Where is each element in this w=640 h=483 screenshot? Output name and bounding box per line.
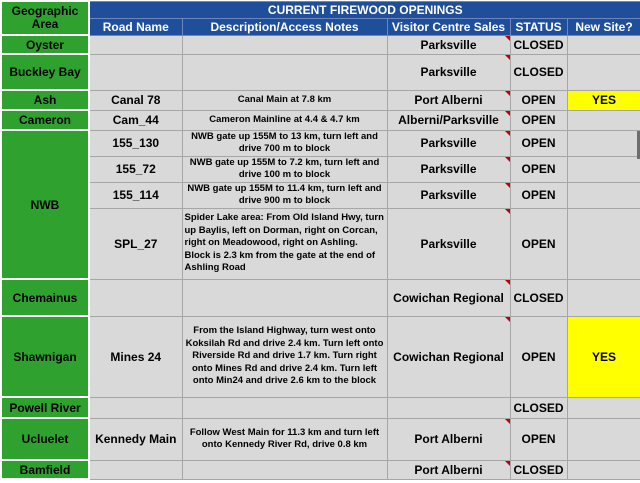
description-cell[interactable]: NWB gate up 155M to 11.4 km, turn left and drive 900 m to block [182, 182, 387, 208]
table-row [1, 316, 640, 397]
area-oyster[interactable]: Oyster [1, 35, 89, 54]
status-cell[interactable]: OPEN [510, 110, 567, 130]
header-status[interactable]: STATUS [510, 18, 567, 35]
status-cell[interactable]: CLOSED [510, 397, 567, 418]
visitor-centre-cell[interactable]: Port Alberni [387, 460, 510, 479]
status-cell[interactable]: OPEN [510, 90, 567, 110]
description-cell[interactable] [182, 35, 387, 54]
visitor-centre-cell[interactable]: Port Alberni [387, 90, 510, 110]
visitor-centre-cell[interactable]: Parksville [387, 54, 510, 90]
area-cameron[interactable]: Cameron [1, 110, 89, 130]
area-buckley-bay[interactable]: Buckley Bay [1, 54, 89, 90]
road-name-cell[interactable]: Mines 24 [89, 316, 182, 397]
visitor-centre-cell[interactable]: Parksville [387, 35, 510, 54]
status-cell[interactable]: OPEN [510, 418, 567, 460]
table-row [1, 54, 640, 90]
new-site-cell[interactable] [567, 54, 640, 90]
status-cell[interactable]: OPEN [510, 208, 567, 279]
description-cell[interactable] [182, 460, 387, 479]
road-name-cell[interactable]: 155_130 [89, 130, 182, 156]
table-row [1, 90, 640, 110]
new-site-cell[interactable] [567, 460, 640, 479]
header-road-name[interactable]: Road Name [89, 18, 182, 35]
new-site-cell[interactable]: YES [567, 90, 640, 110]
road-name-cell[interactable]: SPL_27 [89, 208, 182, 279]
road-name-cell[interactable] [89, 279, 182, 316]
road-name-cell[interactable]: Cam_44 [89, 110, 182, 130]
road-name-cell[interactable]: Canal 78 [89, 90, 182, 110]
road-name-cell[interactable]: Kennedy Main [89, 418, 182, 460]
header-row-2 [1, 18, 640, 35]
banner-title[interactable]: CURRENT FIREWOOD OPENINGS [89, 1, 640, 18]
area-ucluelet[interactable]: Ucluelet [1, 418, 89, 460]
new-site-cell[interactable] [567, 130, 640, 156]
status-cell[interactable]: OPEN [510, 130, 567, 156]
area-bamfield[interactable]: Bamfield [1, 460, 89, 479]
new-site-cell[interactable] [567, 208, 640, 279]
table-row [1, 130, 640, 156]
description-cell[interactable]: NWB gate up 155M to 7.2 km, turn left and drive 100 m to block [182, 156, 387, 182]
status-cell[interactable]: CLOSED [510, 35, 567, 54]
table-row [1, 397, 640, 418]
visitor-centre-cell[interactable]: Parksville [387, 130, 510, 156]
table-row [1, 182, 640, 208]
road-name-cell[interactable] [89, 397, 182, 418]
new-site-cell[interactable] [567, 182, 640, 208]
visitor-centre-cell[interactable]: Parksville [387, 156, 510, 182]
road-name-cell[interactable] [89, 54, 182, 90]
new-site-cell[interactable] [567, 35, 640, 54]
area-shawnigan[interactable]: Shawnigan [1, 316, 89, 397]
description-cell[interactable]: From the Island Highway, turn west onto Koksilah Rd and drive 2.4 km. Turn left onto Riverside Rd and drive 1.7 km. Turn right onto Mines Rd and drive 2.4 km. Turn left onto Min24 and drive 2.6 km to the block [182, 316, 387, 397]
new-site-cell[interactable] [567, 156, 640, 182]
road-name-cell[interactable] [89, 460, 182, 479]
area-ash[interactable]: Ash [1, 90, 89, 110]
header-new-site[interactable]: New Site? [567, 18, 640, 35]
visitor-centre-cell[interactable] [387, 397, 510, 418]
road-name-cell[interactable] [89, 35, 182, 54]
header-visitor-centre[interactable]: Visitor Centre Sales [387, 18, 510, 35]
area-chemainus[interactable]: Chemainus [1, 279, 89, 316]
table-row [1, 418, 640, 460]
visitor-centre-cell[interactable]: Cowichan Regional [387, 279, 510, 316]
table-row [1, 279, 640, 316]
description-cell[interactable]: NWB gate up 155M to 13 km, turn left and drive 700 m to block [182, 130, 387, 156]
description-cell[interactable]: Spider Lake area: From Old Island Hwy, turn up Baylis, left on Dorman, right on Corcan, right on Meadowood, right on Ashling. Block is 2.3 km from the gate at the end of Ashling Road [182, 208, 387, 279]
visitor-centre-cell[interactable]: Parksville [387, 208, 510, 279]
area-nwb[interactable]: NWB [1, 130, 89, 279]
description-cell[interactable]: Cameron Mainline at 4.4 & 4.7 km [182, 110, 387, 130]
description-cell[interactable]: Canal Main at 7.8 km [182, 90, 387, 110]
table-row [1, 208, 640, 279]
header-description[interactable]: Description/Access Notes [182, 18, 387, 35]
new-site-cell[interactable] [567, 279, 640, 316]
status-cell[interactable]: CLOSED [510, 460, 567, 479]
status-cell[interactable]: OPEN [510, 316, 567, 397]
new-site-cell[interactable] [567, 397, 640, 418]
new-site-cell[interactable]: YES [567, 316, 640, 397]
new-site-cell[interactable] [567, 418, 640, 460]
header-geographic-area[interactable]: Geographic Area [1, 1, 89, 35]
new-site-cell[interactable] [567, 110, 640, 130]
status-cell[interactable]: OPEN [510, 156, 567, 182]
description-cell[interactable]: Follow West Main for 11.3 km and turn left onto Kennedy River Rd, drive 0.8 km [182, 418, 387, 460]
visitor-centre-cell[interactable]: Alberni/Parksville [387, 110, 510, 130]
table-row [1, 35, 640, 54]
description-cell[interactable] [182, 397, 387, 418]
description-cell[interactable] [182, 54, 387, 90]
table-row [1, 110, 640, 130]
status-cell[interactable]: OPEN [510, 182, 567, 208]
table-row [1, 156, 640, 182]
visitor-centre-cell[interactable]: Cowichan Regional [387, 316, 510, 397]
road-name-cell[interactable]: 155_72 [89, 156, 182, 182]
visitor-centre-cell[interactable]: Port Alberni [387, 418, 510, 460]
road-name-cell[interactable]: 155_114 [89, 182, 182, 208]
description-cell[interactable] [182, 279, 387, 316]
table-row [1, 460, 640, 479]
header-row-1 [1, 1, 640, 18]
status-cell[interactable]: CLOSED [510, 54, 567, 90]
status-cell[interactable]: CLOSED [510, 279, 567, 316]
area-powell-river[interactable]: Powell River [1, 397, 89, 418]
visitor-centre-cell[interactable]: Parksville [387, 182, 510, 208]
